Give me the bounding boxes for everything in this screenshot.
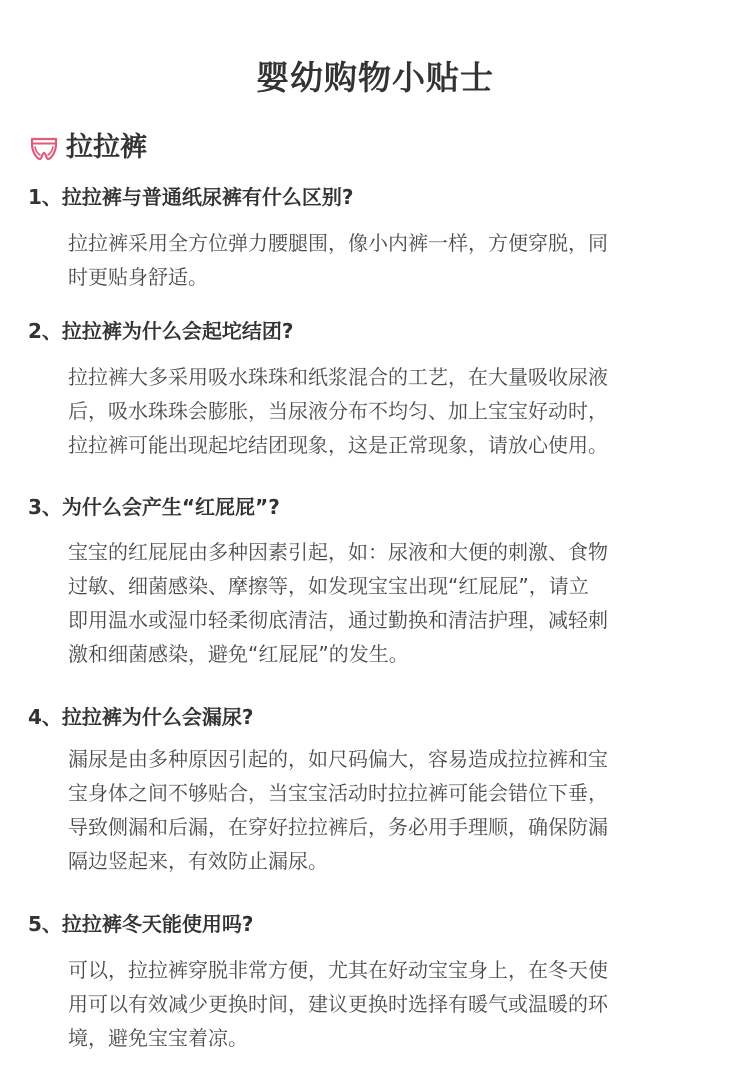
answer-line: 拉拉裤可能出现起坨结团现象，这是正常现象，请放心使用。	[68, 433, 608, 457]
answer-line: 后，吸水珠珠会膨胀，当尿液分布不均匀、加上宝宝好动时，	[68, 399, 608, 423]
answer-line: 境，避免宝宝着凉。	[68, 1026, 248, 1050]
diaper-pants-icon	[28, 132, 60, 164]
answer-line: 可以，拉拉裤穿脱非常方便，尤其在好动宝宝身上，在冬天使	[68, 958, 608, 982]
section-title: 拉拉裤	[66, 132, 147, 163]
question-3: 3、为什么会产生“红屁屁”?	[28, 495, 280, 519]
page-title: 婴幼购物小贴士	[256, 58, 494, 97]
answer-1	[68, 226, 720, 294]
answer-line: 激和细菌感染，避免“红屁屁”的发生。	[68, 642, 409, 666]
answer-2	[68, 360, 720, 462]
question-1: 1、拉拉裤与普通纸尿裤有什么区别?	[28, 185, 354, 209]
answer-line: 用可以有效减少更换时间，建议更换时选择有暖气或温暖的环	[68, 992, 608, 1016]
answer-line: 导致侧漏和后漏，在穿好拉拉裤后，务必用手理顺，确保防漏	[68, 815, 608, 839]
question-2: 2、拉拉裤为什么会起坨结团?	[28, 319, 294, 343]
answer-5	[68, 953, 720, 1055]
answer-line: 拉拉裤大多采用吸水珠珠和纸浆混合的工艺，在大量吸收尿液	[68, 365, 608, 389]
answer-line: 宝身体之间不够贴合，当宝宝活动时拉拉裤可能会错位下垂，	[68, 781, 608, 805]
answer-3	[68, 535, 720, 671]
section-header	[28, 124, 147, 172]
answer-4	[68, 742, 720, 878]
answer-line: 时更贴身舒适。	[68, 265, 208, 289]
question-4: 4、拉拉裤为什么会漏尿?	[28, 705, 254, 729]
answer-line: 即用温水或湿巾轻柔彻底清洁，通过勤换和清洁护理，减轻刺	[68, 608, 608, 632]
answer-line: 过敏、细菌感染、摩擦等，如发现宝宝出现“红屁屁”，请立	[68, 574, 589, 598]
question-5: 5、拉拉裤冬天能使用吗?	[28, 912, 254, 936]
answer-line: 隔边竖起来，有效防止漏尿。	[68, 849, 328, 873]
answer-line: 漏尿是由多种原因引起的，如尺码偏大，容易造成拉拉裤和宝	[68, 747, 608, 771]
answer-line: 宝宝的红屁屁由多种因素引起，如：尿液和大便的刺激、食物	[68, 540, 608, 564]
answer-line: 拉拉裤采用全方位弹力腰腿围，像小内裤一样，方便穿脱，同	[68, 231, 608, 255]
